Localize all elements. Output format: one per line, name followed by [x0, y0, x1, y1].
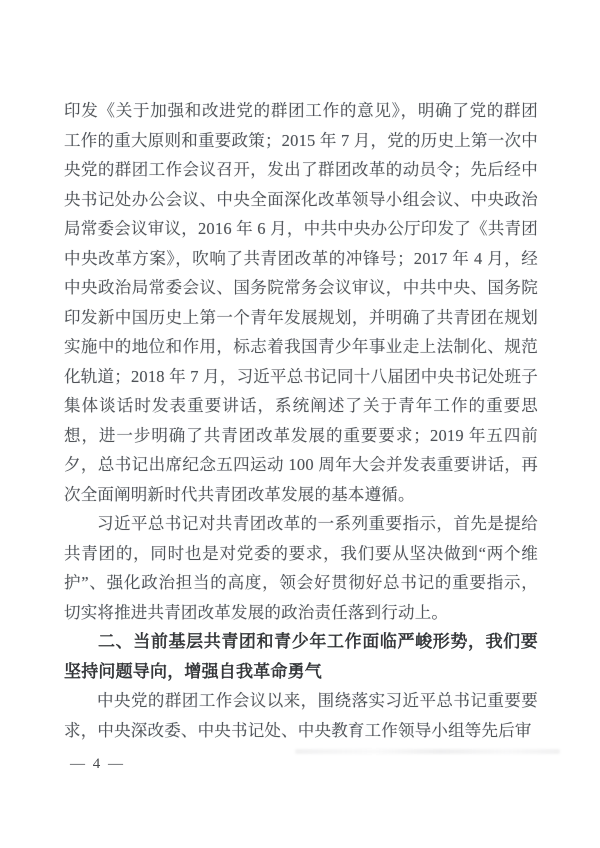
scan-smudge-artifact	[295, 749, 560, 754]
paragraph-xi-directives: 习近平总书记对共青团改革的一系列重要指示，首先是提给共青团的，同时也是对党委的要求，我们要从坚决做到“两个维护”、强化政治担当的高度，领会好贯彻好总书记的重要指示，切实将推进共青团改革发展的政治责任落到行动上。	[64, 514, 538, 622]
paragraph-central-meetings: 中央党的群团工作会议以来，围绕落实习近平总书记重要要求，中央深改委、中央书记处、中央教育工作领导小组等先后审	[64, 691, 538, 740]
document-body	[64, 96, 538, 745]
paragraph-reform-milestones: 印发《关于加强和改进党的群团工作的意见》，明确了党的群团工作的重大原则和重要政策；2015 年 7 月，党的历史上第一次中央党的群团工作会议召开，发出了群团改革的动员令；先后经中央书记处办公会议、中央全面深化改革领导小组会议、中央政治局常委会议审议，2016 年 6 月，中共中央办公厅印发了《共青团中央改革方案》，吹响了共青团改革的冲锋号；2017 年 4 月，经中央政治局常委会议、国务院常务会议审议，中共中央、国务院印发新中国历史上第一个青年发展规划，并明确了共青团在规划实施中的地位和作用，标志着我国青少年事业走上法制化、规范化轨道；2018 年 7 月，习近平总书记同十八届团中央书记处班子集体谈话时发表重要讲话，系统阐述了关于青年工作的重要思想，进一步明确了共青团改革发展的重要要求；2019 年五四前夕，总书记出席纪念五四运动 100 周年大会并发表重要讲话，再次全面阐明新时代共青团改革发展的基本遵循。	[64, 101, 538, 504]
section-heading-two: 二、当前基层共青团和青少年工作面临严峻形势，我们要坚持问题导向，增强自我革命勇气	[64, 632, 538, 681]
page-number: — 4 —	[70, 756, 125, 772]
